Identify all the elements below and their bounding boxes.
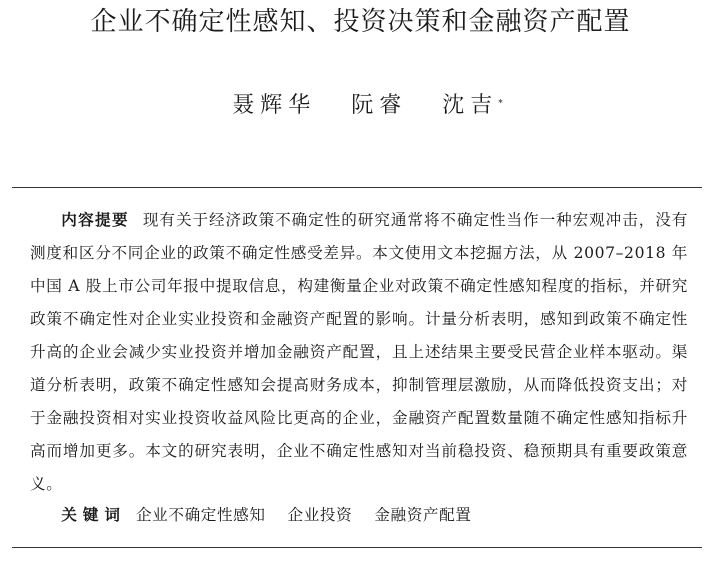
- author-line: [0, 90, 721, 122]
- abstract: [30, 204, 688, 501]
- abstract-label: 内容提要: [61, 211, 129, 229]
- keyword: 企业投资: [287, 506, 353, 524]
- top-divider: [12, 187, 702, 188]
- keywords-label: 关键词: [61, 506, 126, 524]
- author-name: 沈吉: [442, 93, 499, 118]
- keyword: 金融资产配置: [374, 506, 472, 524]
- author-name: 阮睿: [351, 93, 408, 118]
- author-footnote-mark[interactable]: *: [498, 99, 503, 109]
- abstract-text: 现有关于经济政策不确定性的研究通常将不确定性当作一种宏观冲击，没有测度和区分不同企业的政策不确定性感受差异。本文使用文本挖掘方法，从 2007–2018 年中国 A 股上市公司年报中提取信息，构建衡量企业对政策不确定性感知程度的指标，并研究政策不确定性对企业实业投资和金融资产配置的影响。计量分析表明，感知到政策不确定性升高的企业会减少实业投资并增加金融资产配置，且上述结果主要受民营企业样本驱动。渠道分析表明，政策不确定性感知会提高财务成本，抑制管理层激励，从而降低投资支出；对于金融投资相对实业投资收益风险比更高的企业，金融资产配置数量随不确定性感知指标升高而增加更多。本文的研究表明，企业不确定性感知对当前稳投资、稳预期具有重要政策意义。: [30, 211, 688, 493]
- paper-title: 企业不确定性感知、投资决策和金融资产配置: [90, 7, 631, 37]
- keywords: [30, 499, 688, 532]
- keyword: 企业不确定性感知: [135, 506, 266, 524]
- bottom-divider: [12, 547, 702, 548]
- author-name: 聂辉华: [232, 93, 317, 118]
